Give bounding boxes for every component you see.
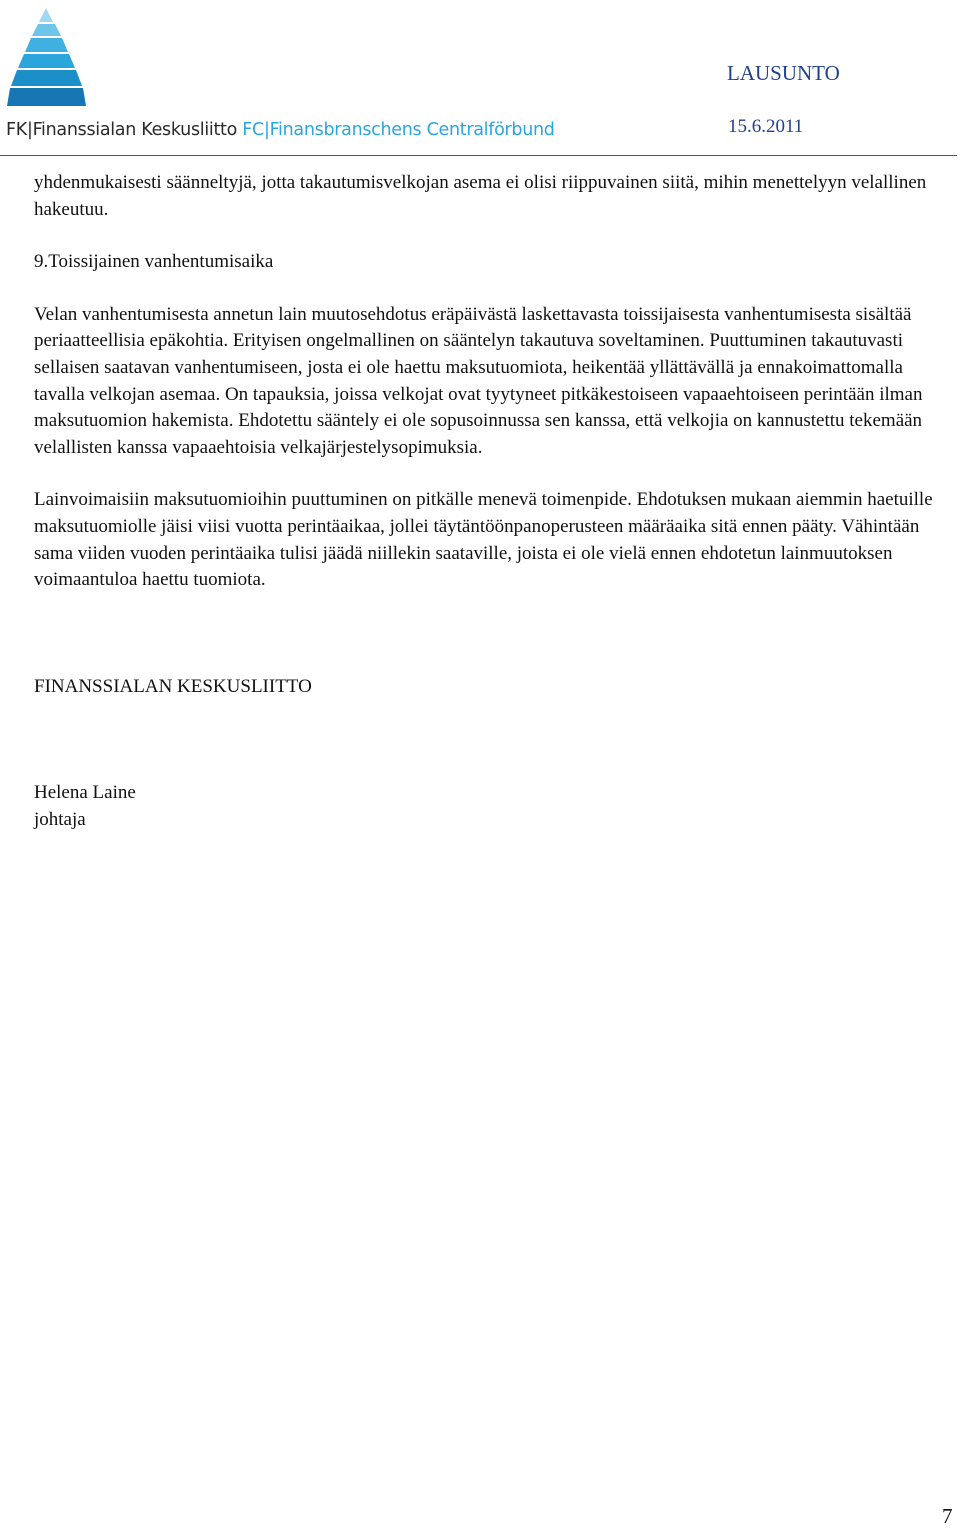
organization-line bbox=[6, 120, 555, 140]
section-title: Toissijainen vanhentumisaika bbox=[48, 251, 274, 273]
org-separator-fc: | bbox=[263, 120, 270, 140]
document-date: 15.6.2011 bbox=[728, 116, 804, 137]
section-heading bbox=[34, 249, 958, 276]
document-type: LAUSUNTO bbox=[727, 61, 840, 85]
fk-triangle-logo-icon bbox=[6, 6, 86, 110]
signer-title: johtaja bbox=[34, 808, 86, 830]
org-fc-abbrev: FC bbox=[242, 120, 264, 140]
section-number: 9. bbox=[34, 251, 49, 273]
org-fc-name: Finansbranschens Centralförbund bbox=[269, 120, 555, 140]
signature-organization: FINANSSIALAN KESKUSLIITTO bbox=[34, 675, 312, 697]
paragraph-1: Velan vanhentumisesta annetun lain muutosehdotus eräpäivästä laskettavasta toissijaisesta vanhentumisesta sisältää periaatteellisia epäkohtia. Erityisen ongelmallinen on sääntelyn takautuva soveltaminen. Puuttuminen takautuvasti sellaisen saatavan vanhentumiseen, josta ei ole haettu maksutuomiota, heikentää yllättävällä ja ennakoimattomalla tavalla velkojan asemaa. On tapauksia, joissa velkojat ovat tyytyneet pitkäkestoiseen vapaaehtoiseen perintään ilman maksutuomion hakemista. Ehdotettu sääntely ei ole sopusoinnussa sen kanssa, että velkojia on kannustettu tekemään velallisten kanssa vapaaehtoisia velkajärjestelysopimuksia. bbox=[34, 303, 923, 458]
document-body bbox=[34, 170, 958, 834]
header-divider bbox=[0, 155, 957, 156]
intro-paragraph: yhdenmukaisesti säänneltyjä, jotta takautumisvelkojan asema ei olisi riippuvainen siitä, mihin menettelyyn velallinen hakeutuu. bbox=[34, 172, 927, 220]
signer-name: Helena Laine bbox=[34, 782, 136, 804]
page-number: 7 bbox=[942, 1504, 953, 1528]
org-fk-name: Finanssialan Keskusliitto bbox=[32, 120, 237, 140]
paragraph-2: Lainvoimaisiin maksutuomioihin puuttuminen on pitkälle menevä toimenpide. Ehdotuksen mukaan aiemmin haetuille maksutuomiolle jäisi viisi vuotta perintäaikaa, jollei täytäntöönpanoperusteen määräaika sitä ennen pääty. Vähintään sama viiden vuoden perintäaika tulisi jäädä niillekin saataville, joista ei ole vielä ennen ehdotetun lainmuutoksen voimaantuloa haettu tuomiota. bbox=[34, 489, 933, 591]
org-separator: | bbox=[26, 120, 33, 140]
org-fk-abbrev: FK bbox=[6, 120, 27, 140]
